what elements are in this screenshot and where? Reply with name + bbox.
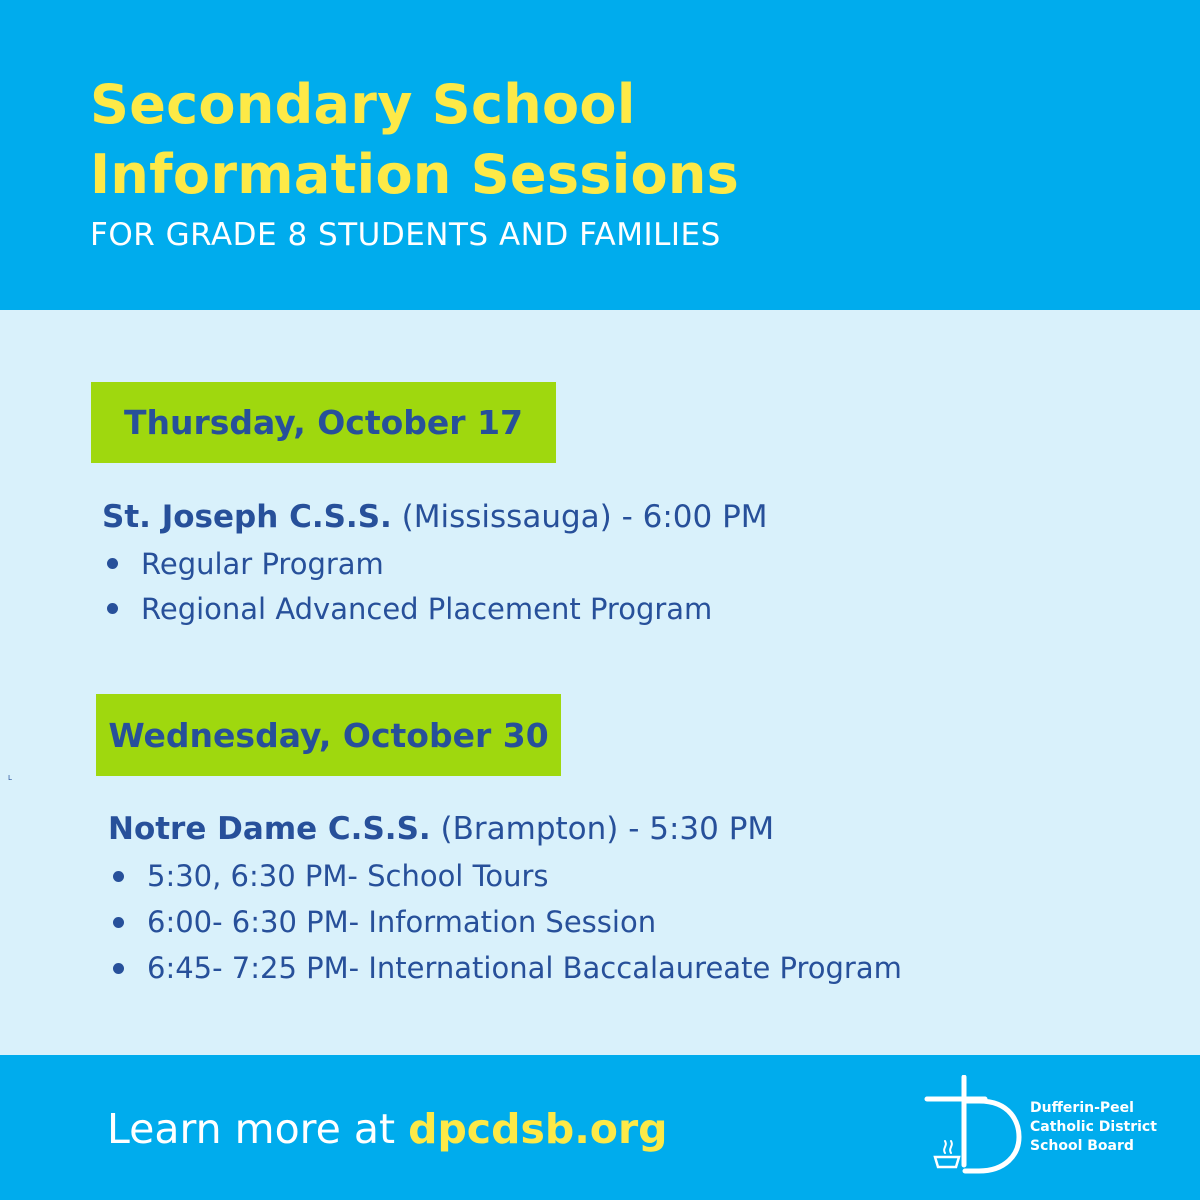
learn-more-text [107,1103,668,1155]
list-item-text: 6:00- 6:30 PM- Information Session [147,905,657,939]
school-location-time: (Brampton) - 5:30 PM [430,811,775,847]
page-subtitle: FOR GRADE 8 STUDENTS AND FAMILIES [90,217,721,253]
org-name-line: Catholic District [1030,1119,1157,1135]
org-name-line: Dufferin-Peel [1030,1100,1134,1116]
session-date-badge: Wednesday, October 30 [96,694,561,776]
org-name [1030,1099,1157,1156]
program-list [104,541,712,631]
program-list [110,853,902,991]
session-date-badge: Thursday, October 17 [91,382,556,463]
school-name: Notre Dame C.S.S. [108,811,431,847]
learn-more-prefix: Learn more at [107,1105,409,1153]
page-title-line-2: Information Sessions [90,143,740,206]
school-name: St. Joseph C.S.S. [102,499,392,535]
dpcdsb-logo-icon [923,1075,1023,1180]
list-item-text: Regional Advanced Placement Program [141,591,713,626]
list-item-text: Regular Program [141,546,384,581]
header-banner [0,0,1200,310]
list-item [104,586,712,631]
list-item-text: 6:45- 7:25 PM- International Baccalaureate Program [147,951,902,985]
bullet-icon [113,871,124,882]
bullet-icon [113,917,124,928]
list-item-text: 5:30, 6:30 PM- School Tours [147,859,549,893]
list-item [110,945,902,991]
session-heading [108,809,774,849]
school-location-time: (Mississauga) - 6:00 PM [391,499,768,535]
list-item [110,899,902,945]
website-link[interactable]: dpcdsb.org [408,1105,668,1153]
session-heading [102,497,768,537]
list-item [110,853,902,899]
list-item [104,541,712,586]
org-name-line: School Board [1030,1138,1134,1154]
stray-mark: L [8,774,12,782]
bullet-icon [107,603,118,614]
bullet-icon [107,558,118,569]
bullet-icon [113,963,124,974]
page-title-line-1: Secondary School [90,73,636,136]
